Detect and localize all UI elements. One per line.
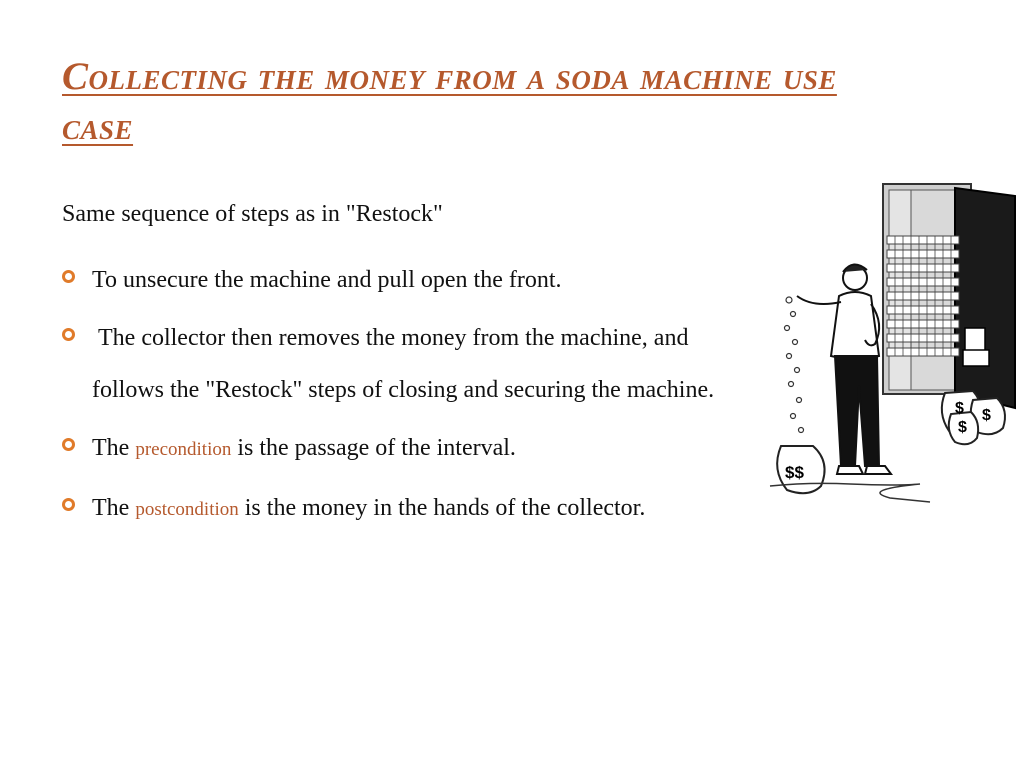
money-bag-icon [942,391,1005,444]
falling-coins-icon [785,297,804,433]
bullet-text-post: is the money in the hands of the collector. [238,495,646,521]
collector-illustration [765,178,1024,518]
slide-title: Collecting the money from a soda machine use case [62,55,837,148]
bullet-text: The collector then removes the money from the machine, and follows the "Restock" steps of closing and securing the machine. [92,325,715,403]
front-money-bag-icon [777,446,824,493]
bag-label: $ [955,400,964,417]
bullet-icon [62,498,75,511]
collector-person-icon [797,264,891,474]
collector-soda-machine-image [765,178,1024,518]
term-postcondition: postcondition [135,499,239,520]
bag-label: $$ [785,463,804,482]
bullet-item-precondition [62,422,762,476]
bullet-item-postcondition [62,482,762,536]
intro-text: Same sequence of steps as in "Restock" [62,201,443,227]
bullet-icon [62,328,75,341]
bag-label: $ [958,419,967,436]
bullet-icon [62,270,75,283]
bullet-text-pre: The [92,435,136,461]
bullet-list [62,254,762,542]
bag-label: $ [982,407,991,424]
bullet-item-unsecure [62,254,762,306]
soda-machine-icon [883,184,1015,408]
bullet-item-remove-money [62,312,762,416]
term-precondition: precondition [135,439,232,460]
bullet-text-pre: The [92,495,136,521]
bullet-icon [62,438,75,451]
bullet-text-post: is the passage of the interval. [231,435,516,461]
bullet-text: To unsecure the machine and pull open the front. [92,267,562,293]
